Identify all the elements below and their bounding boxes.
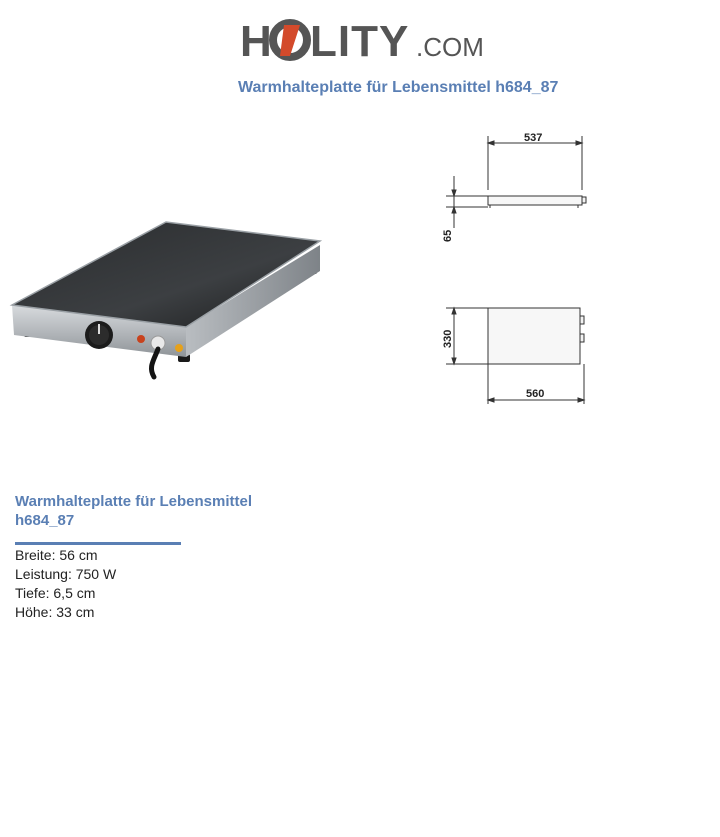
dim-label-top-width: 560 (526, 388, 545, 400)
dim-label-height: 65 (442, 229, 454, 242)
spec-item: Breite: 56 cm (15, 547, 98, 563)
product-title: Warmhalteplatte für Lebensmittel h684_87 (15, 493, 252, 529)
dim-label-depth: 330 (442, 329, 454, 348)
spec-label: Breite (15, 547, 52, 563)
spec-value: 56 cm (59, 547, 98, 563)
spec-value: 6,5 cm (53, 585, 96, 601)
dim-label-width: 537 (524, 132, 543, 144)
logo-text-h: H (240, 17, 273, 66)
holity-logo[interactable] (240, 12, 485, 70)
spec-list (15, 546, 116, 622)
logo-text-com: .COM (416, 32, 484, 62)
spec-item: Höhe: 33 cm (15, 604, 95, 620)
spec-item: Tiefe: 6,5 cm (15, 585, 96, 601)
logo-o-icon (273, 23, 307, 57)
top-view-drawing (438, 300, 598, 410)
spec-label: Höhe (15, 604, 49, 620)
spec-value: 750 W (75, 566, 117, 582)
spec-label: Leistung (15, 566, 68, 582)
page-title: Warmhalteplatte für Lebensmittel h684_87 (238, 79, 559, 96)
spec-label: Tiefe (15, 585, 46, 601)
title-divider (15, 542, 181, 545)
logo-text-lity: LITY (310, 17, 410, 66)
spec-item: Leistung: 750 W (15, 566, 117, 582)
side-view-drawing (438, 128, 598, 248)
spec-value: 33 cm (56, 604, 95, 620)
product-photo (8, 215, 328, 385)
